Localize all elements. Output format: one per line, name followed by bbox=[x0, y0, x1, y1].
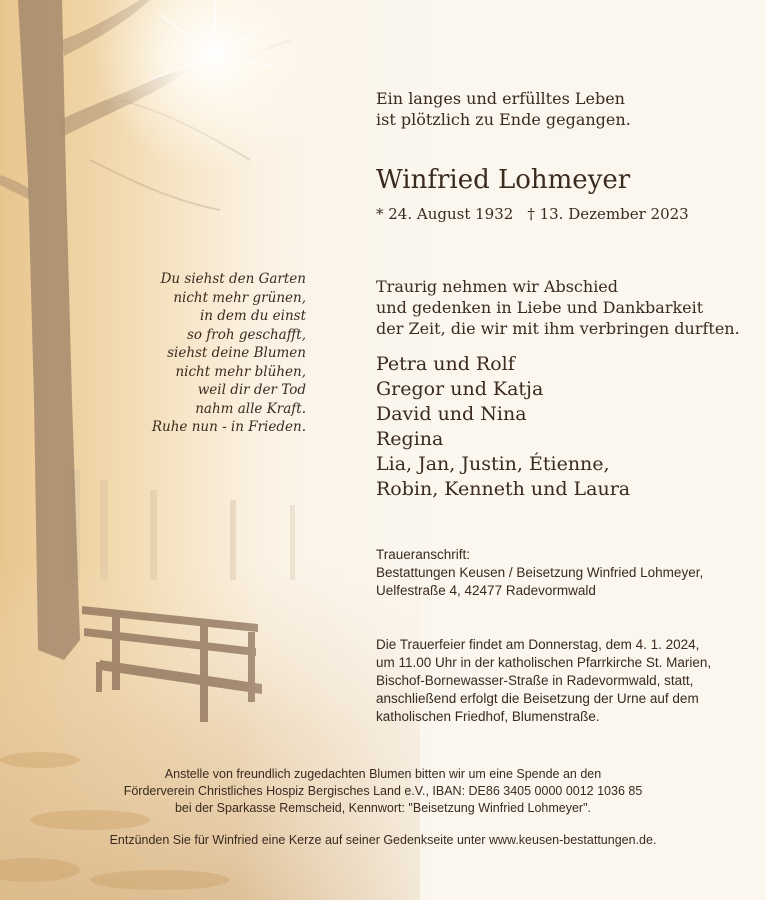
donation-line: Förderverein Christliches Hospiz Bergisches Land e.V., IBAN: DE86 3405 0000 0012 1036 85 bbox=[123, 784, 643, 798]
family-line: Gregor und Katja bbox=[376, 378, 544, 400]
donation-line: bei der Sparkasse Remscheid, Kennwort: "Beisetzung Winfried Lohmeyer". bbox=[174, 801, 591, 815]
mourning-line: Traurig nehmen wir Abschied bbox=[376, 277, 619, 296]
family-line: Lia, Jan, Justin, Étienne, bbox=[376, 453, 610, 475]
intro-line: ist plötzlich zu Ende gegangen. bbox=[376, 110, 631, 129]
mourning-line: der Zeit, die wir mit ihm verbringen durften. bbox=[376, 319, 740, 338]
family-line: Robin, Kenneth und Laura bbox=[376, 478, 631, 500]
poem-line: so froh geschafft, bbox=[186, 326, 306, 343]
donation-note bbox=[0, 766, 766, 817]
poem-line: siehst deine Blumen bbox=[167, 345, 306, 361]
service-line: Bischof-Bornewasser-Straße in Radevormwald, statt, bbox=[376, 673, 694, 688]
poem-line: weil dir der Tod bbox=[197, 382, 306, 398]
family-list bbox=[376, 352, 630, 502]
life-dates bbox=[376, 204, 689, 224]
birth-date: * 24. August 1932 bbox=[376, 205, 514, 223]
service-line: Die Trauerfeier findet am Donnerstag, dem 4. 1. 2024, bbox=[376, 637, 700, 652]
address-line: Traueranschrift: bbox=[376, 547, 471, 562]
intro-text bbox=[376, 88, 631, 130]
mourning-text bbox=[376, 276, 740, 339]
service-line: anschließend erfolgt die Beisetzung der Urne auf dem bbox=[376, 691, 699, 706]
service-line: katholischen Friedhof, Blumenstraße. bbox=[376, 709, 600, 724]
family-line: Regina bbox=[376, 428, 444, 450]
poem-line: nahm alle Kraft. bbox=[195, 400, 306, 417]
poem-line: nicht mehr grünen, bbox=[173, 289, 306, 306]
intro-line: Ein langes und erfülltes Leben bbox=[376, 89, 625, 108]
funeral-service-info bbox=[376, 636, 711, 726]
family-line: David und Nina bbox=[376, 403, 527, 425]
poem-line: nicht mehr blühen, bbox=[175, 363, 306, 380]
deceased-name: Winfried Lohmeyer bbox=[376, 165, 631, 195]
poem-line: in dem du einst bbox=[199, 308, 306, 324]
address-line: Bestattungen Keusen / Beisetzung Winfried Lohmeyer, bbox=[376, 565, 704, 580]
family-line: Petra und Rolf bbox=[376, 353, 515, 375]
poem-line: Ruhe nun - in Frieden. bbox=[151, 419, 306, 435]
memorial-candle-note: Entzünden Sie für Winfried eine Kerze auf seiner Gedenkseite unter www.keusen-bestattungen.de. bbox=[109, 833, 657, 847]
address-line: Uelfestraße 4, 42477 Radevormwald bbox=[376, 583, 596, 598]
mourning-address bbox=[376, 546, 703, 600]
mourning-line: und gedenken in Liebe und Dankbarkeit bbox=[376, 298, 704, 317]
death-date: † 13. Dezember 2023 bbox=[527, 205, 689, 223]
poem bbox=[60, 270, 306, 437]
service-line: um 11.00 Uhr in der katholischen Pfarrkirche St. Marien, bbox=[376, 655, 712, 670]
poem-line: Du siehst den Garten bbox=[160, 271, 306, 287]
donation-line: Anstelle von freundlich zugedachten Blumen bitten wir um eine Spende an den bbox=[164, 767, 602, 781]
